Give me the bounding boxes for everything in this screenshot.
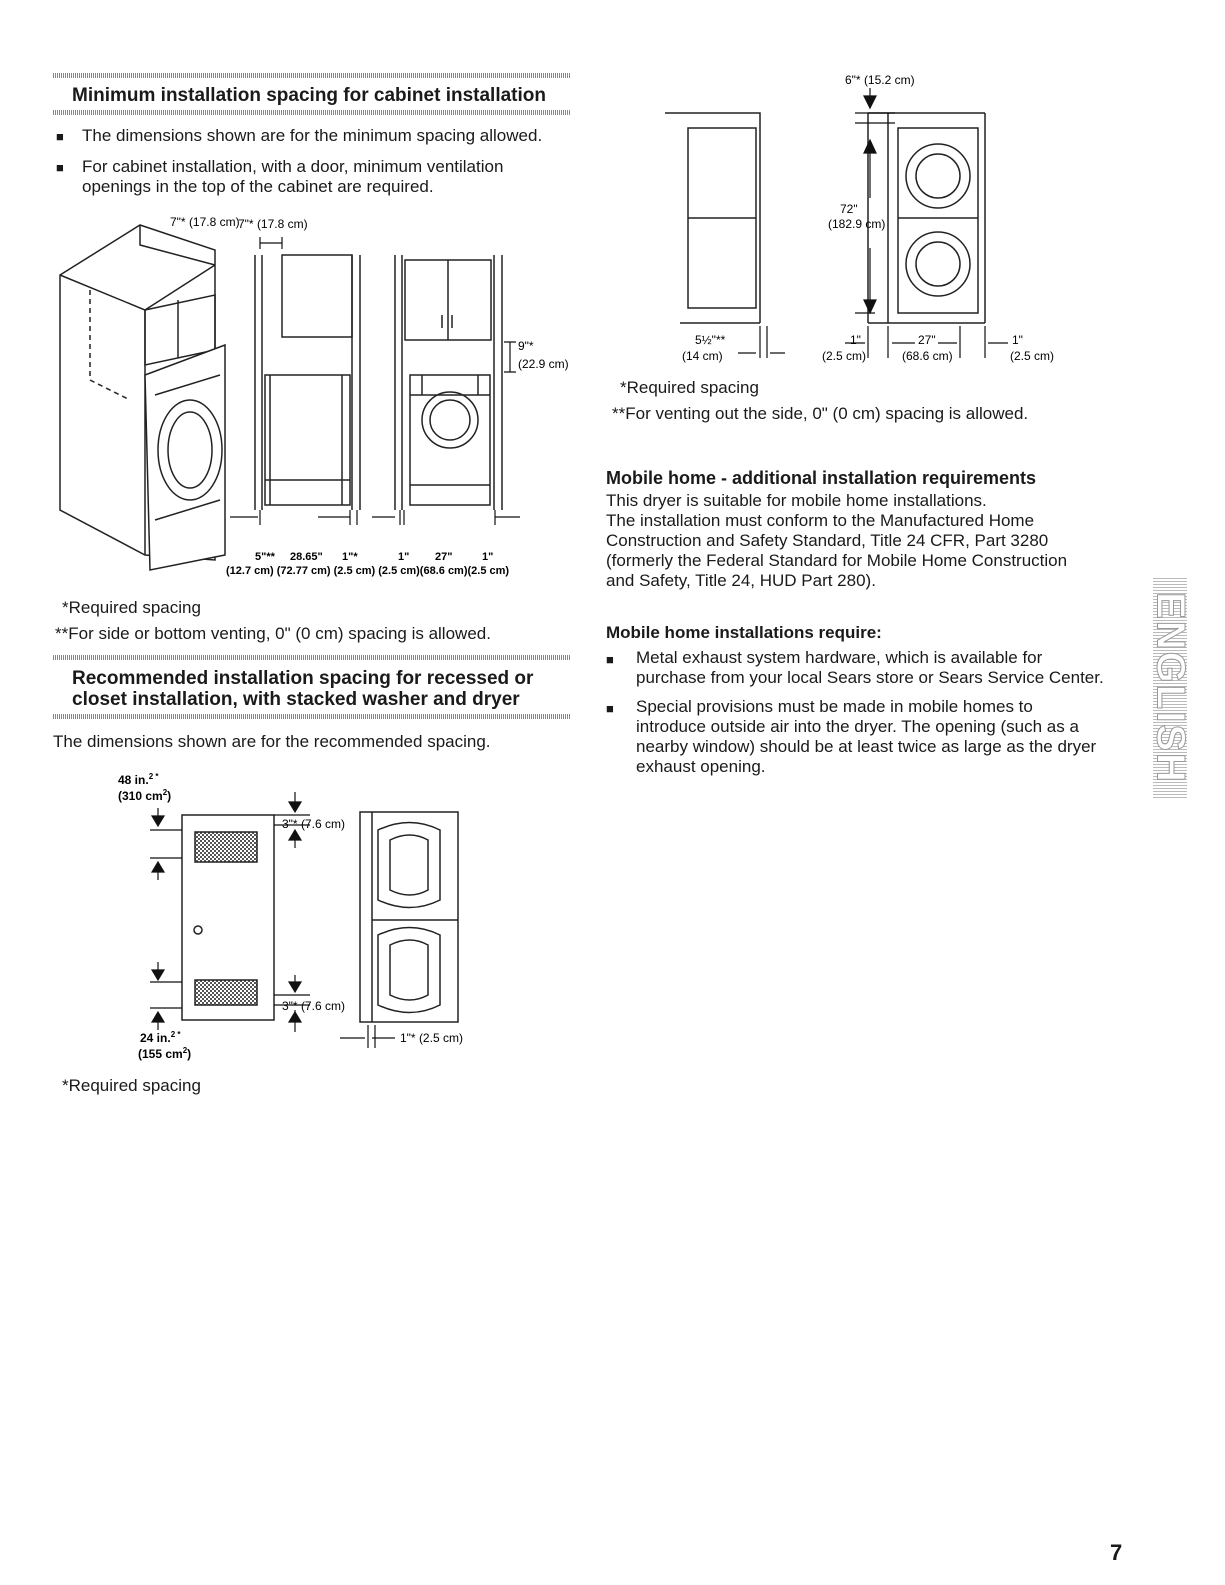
dim-label: 24 in. xyxy=(140,1031,171,1045)
dim-label: 5½"** xyxy=(695,333,726,347)
bullet-icon: ■ xyxy=(606,701,614,716)
dim-label: (155 cm xyxy=(138,1047,183,1061)
bullet-text: nearby window) should be at least twice as large as the dryer xyxy=(636,737,1097,756)
heading-recommended-spacing: Recommended installation spacing for recessed or xyxy=(72,668,534,689)
dim-label: 2 * xyxy=(148,772,159,781)
dim-label: 3"* (7.6 cm) xyxy=(282,817,345,831)
dim-label: (2.5 cm) xyxy=(1010,349,1055,363)
paragraph: and Safety, Title 24, HUD Part 280). xyxy=(606,571,876,590)
footnote: *Required spacing xyxy=(62,598,201,617)
dim-label: 9"* xyxy=(518,339,534,353)
rule xyxy=(53,655,570,660)
dim-label: (14 cm) xyxy=(682,349,723,363)
bullet-icon: ■ xyxy=(56,160,64,175)
paragraph: The dimensions shown are for the recommended spacing. xyxy=(53,732,491,751)
rule xyxy=(53,110,570,115)
svg-text:24 in.2 * xyxy=(140,1030,181,1045)
bullet-text: exhaust opening. xyxy=(636,757,766,776)
footnote: **For venting out the side, 0" (0 cm) spacing is allowed. xyxy=(612,404,1029,423)
svg-text:48 in.2 * xyxy=(118,772,159,787)
bullet-text: Special provisions must be made in mobile homes to xyxy=(636,697,1033,716)
dim-label: (182.9 cm) xyxy=(828,217,886,231)
heading-mobile-require: Mobile home installations require: xyxy=(606,623,882,642)
rule xyxy=(53,714,570,719)
dim-label: 1" xyxy=(482,551,494,563)
language-tab-label: ENGLISH xyxy=(1148,592,1193,784)
footnote: **For side or bottom venting, 0" (0 cm) spacing is allowed. xyxy=(55,624,491,643)
cabinet-installation-diagram xyxy=(50,200,570,585)
dim-label: 7"* (17.8 cm) xyxy=(238,217,308,231)
dim-label: (22.9 cm) xyxy=(518,357,569,371)
dim-label: 1" xyxy=(1012,333,1023,347)
bullet-text: The dimensions shown are for the minimum spacing allowed. xyxy=(82,126,543,145)
bullet-text: Metal exhaust system hardware, which is available for xyxy=(636,648,1043,667)
footnote: *Required spacing xyxy=(62,1076,201,1095)
dim-label: 28.65" xyxy=(290,551,323,563)
svg-text:(155 cm2): (155 $cm^2$) xyxy=(138,1046,192,1061)
paragraph: This dryer is suitable for mobile home installations. xyxy=(606,491,987,510)
bullet-text: purchase from your local Sears store or Sears Service Center. xyxy=(636,668,1104,687)
dim-label: 48 in. xyxy=(118,773,149,787)
dim-label: 1" xyxy=(850,333,861,347)
bullet-text: For cabinet installation, with a door, minimum ventilation openings in the top of the cabinet are required. xyxy=(82,157,504,196)
page-number: 7 xyxy=(1110,1540,1123,1565)
dim-label: (310 cm xyxy=(118,789,163,803)
bullet-icon: ■ xyxy=(606,652,614,667)
language-side-tab xyxy=(1148,578,1193,798)
heading-mobile-home: Mobile home - additional installation requirements xyxy=(606,468,1037,488)
rule xyxy=(53,73,570,78)
dim-label: (2.5 cm) xyxy=(822,349,867,363)
heading-recommended-spacing: closet installation, with stacked washer and dryer xyxy=(72,689,520,710)
dim-label: 72" xyxy=(840,202,858,216)
dim-label: (12.7 cm) (72.77 cm) (2.5 cm) (2.5 cm)(68.6 cm)(2.5 cm) xyxy=(226,565,510,577)
dim-label: 27" xyxy=(918,333,936,347)
paragraph: The installation must conform to the Manufactured Home xyxy=(606,511,1035,530)
paragraph: Construction and Safety Standard, Title 24 CFR, Part 3280 xyxy=(606,531,1049,550)
dim-label: 7"* (17.8 cm) xyxy=(170,215,240,229)
heading-min-spacing: Minimum installation spacing for cabinet installation xyxy=(72,85,546,106)
svg-text:(310 cm2): (310 $cm^2$) xyxy=(118,788,172,803)
dim-label: (68.6 cm) xyxy=(902,349,953,363)
dim-label: 2 xyxy=(162,788,168,797)
alcove-installation-diagram xyxy=(660,68,1080,378)
dim-label: 5"** xyxy=(255,551,275,563)
footnote: *Required spacing xyxy=(620,378,759,397)
dim-label: 6"* (15.2 cm) xyxy=(845,73,915,87)
dim-label: 1"* (2.5 cm) xyxy=(400,1031,463,1045)
dim-label: 1"* xyxy=(342,551,358,563)
dim-label: 2 xyxy=(182,1046,188,1055)
dim-label: 3"* (7.6 cm) xyxy=(282,999,345,1013)
bullet-text: introduce outside air into the dryer. The opening (such as a xyxy=(636,717,1079,736)
dim-label: 1" xyxy=(398,551,410,563)
closet-installation-diagram xyxy=(110,770,510,1070)
dim-label: 27" xyxy=(435,551,453,563)
bullet-icon: ■ xyxy=(56,129,64,144)
dim-label: 2 * xyxy=(170,1030,181,1039)
paragraph: (formerly the Federal Standard for Mobile Home Construction xyxy=(606,551,1068,570)
